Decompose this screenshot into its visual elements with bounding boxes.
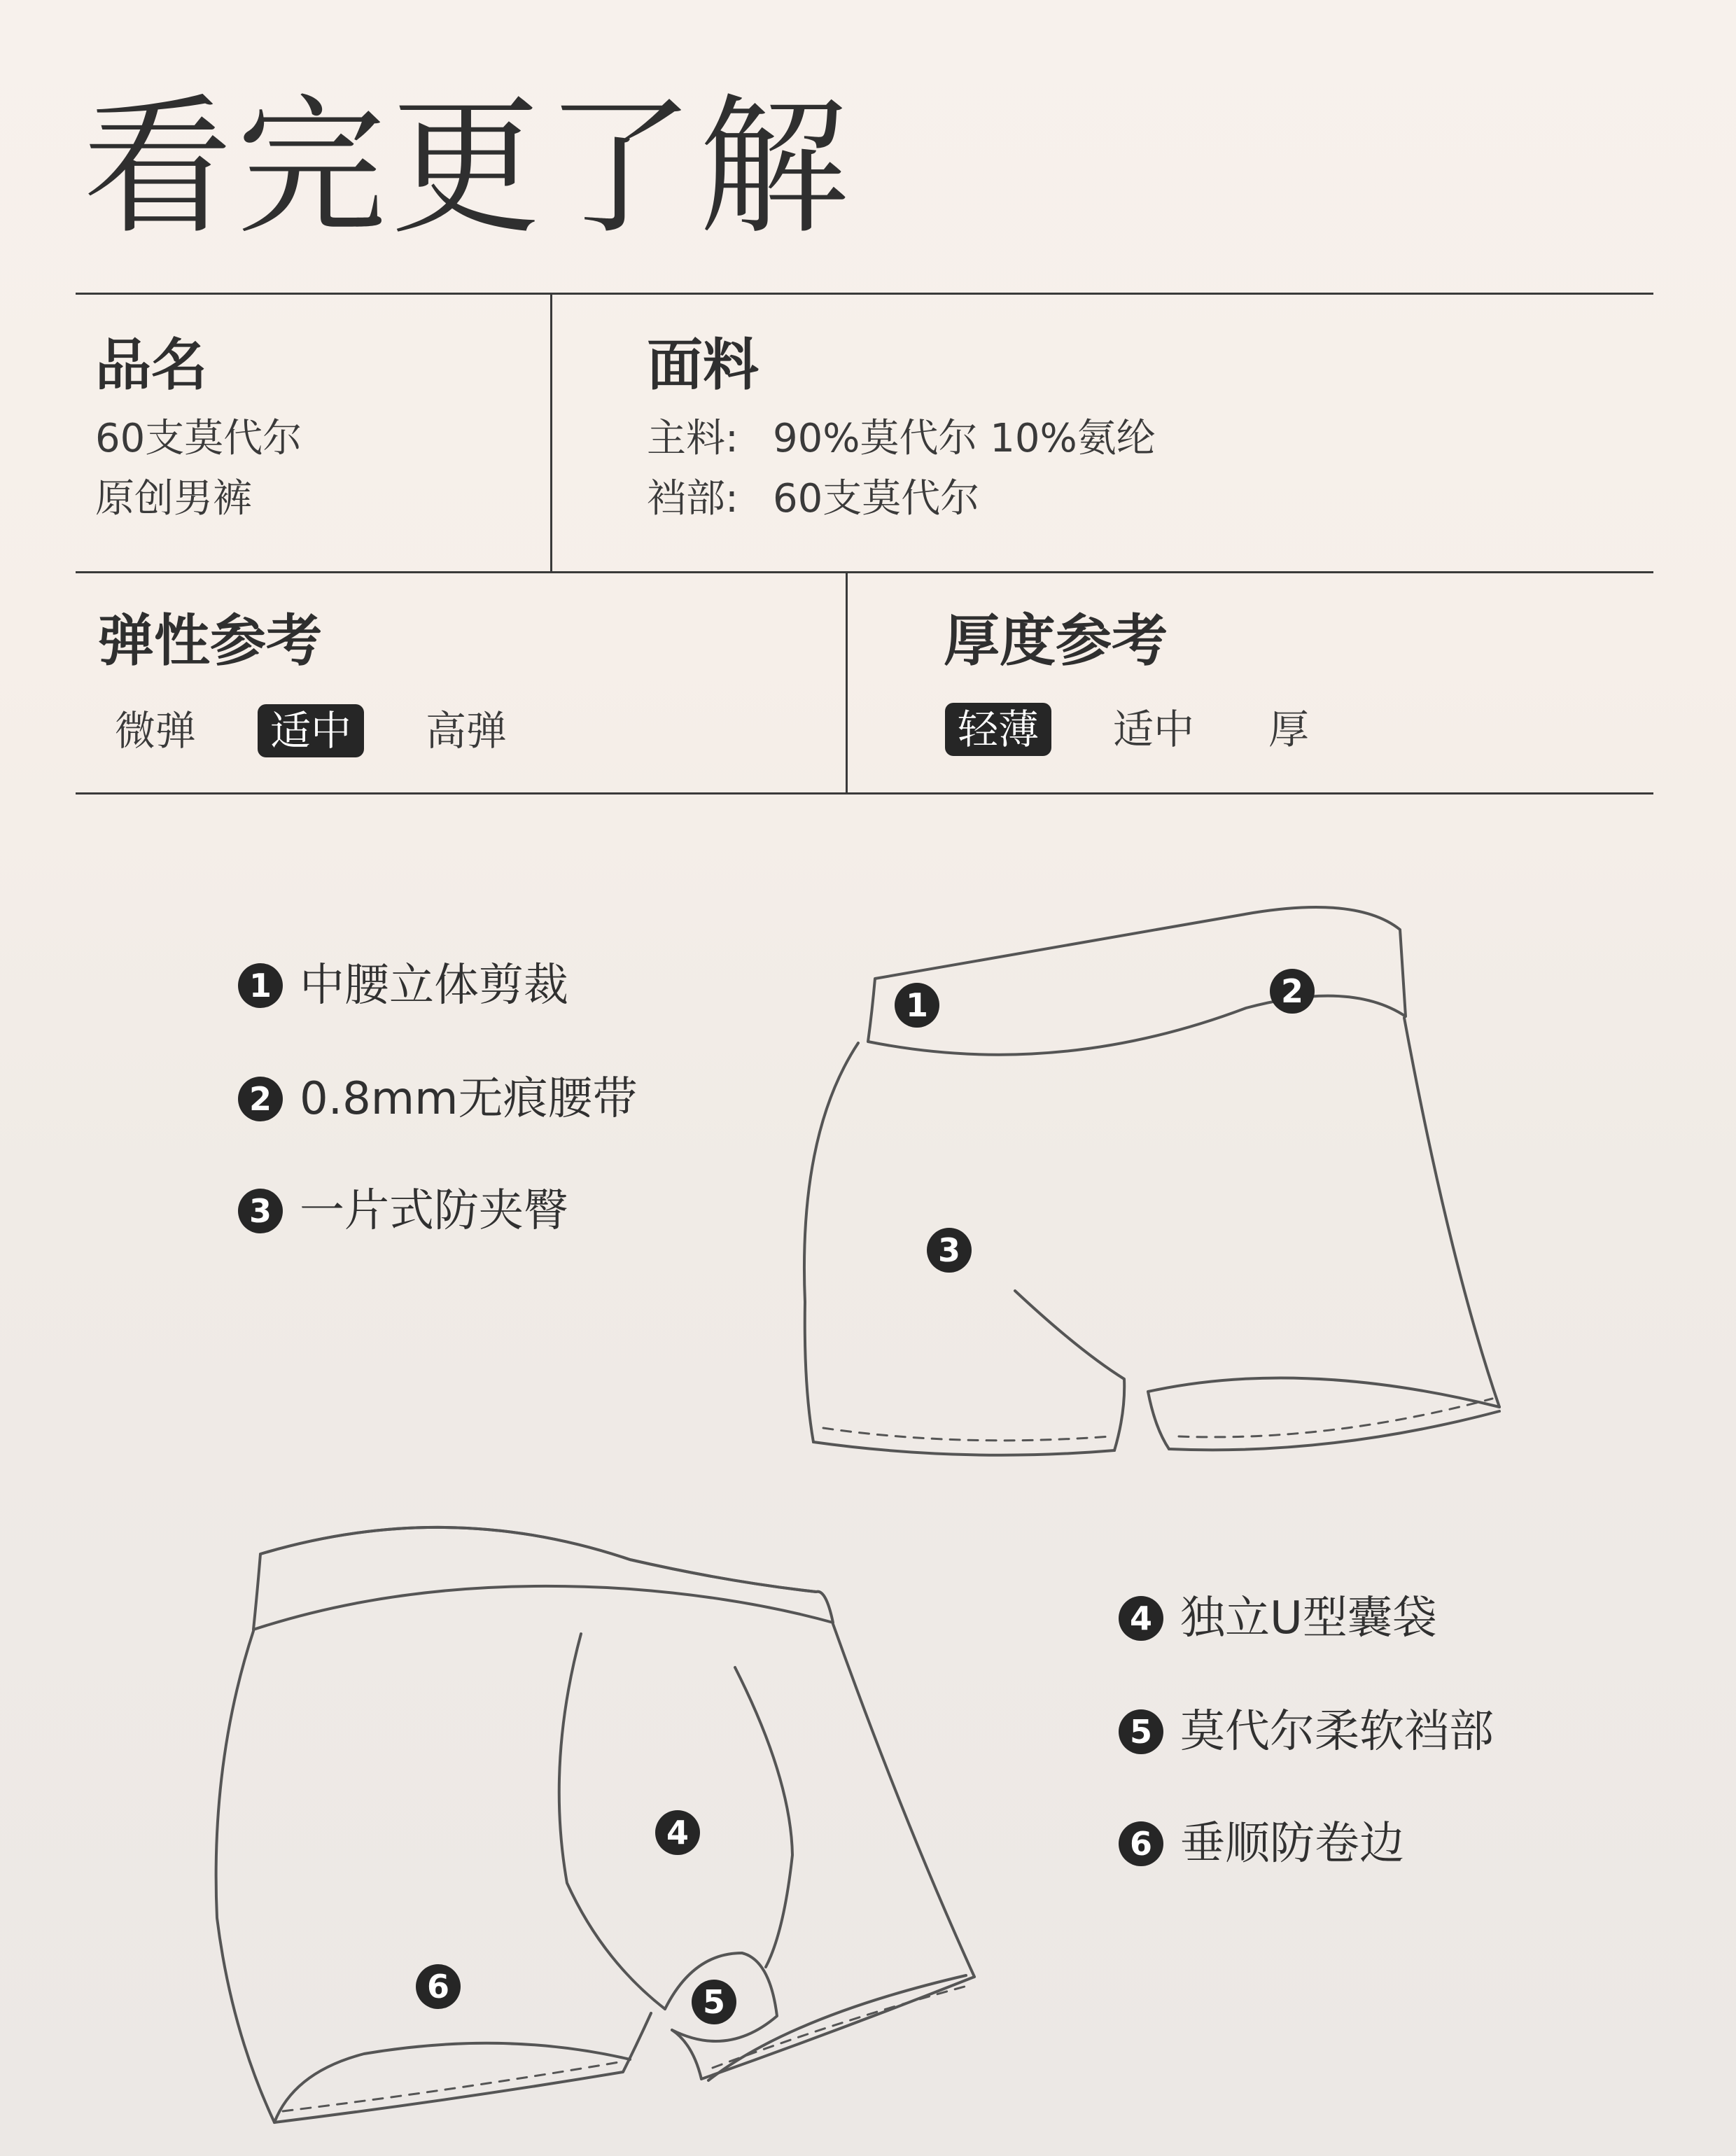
- feature-text: 0.8mm无痕腰带: [300, 1073, 638, 1125]
- feature-text: 垂顺防卷边: [1180, 1818, 1404, 1870]
- elasticity-option: 高弹: [426, 707, 507, 755]
- figure-marker-3-icon: 3: [927, 1228, 972, 1273]
- product-name-heading: 品名: [95, 332, 207, 398]
- figure-marker-4-icon: 4: [655, 1810, 700, 1855]
- elasticity-option: 微弹: [115, 707, 197, 755]
- fabric-row-label: 主料:: [647, 416, 738, 461]
- fabric-row-value: 60支莫代尔: [773, 476, 980, 522]
- feature-text: 一片式防夹臀: [300, 1185, 568, 1237]
- figure-marker-5-icon: 5: [692, 1980, 736, 2024]
- product-name-line: 原创男裤: [95, 476, 252, 522]
- number-4-icon: 4: [1119, 1596, 1163, 1641]
- number-6-icon: 6: [1119, 1821, 1163, 1866]
- page-title: 看完更了解: [83, 80, 853, 255]
- number-2-icon: 2: [238, 1077, 283, 1121]
- elasticity-option-selected: 适中: [258, 704, 364, 757]
- briefs-front-view: [216, 1527, 974, 2122]
- thickness-option-selected: 轻薄: [945, 703, 1051, 756]
- number-1-icon: 1: [238, 963, 283, 1008]
- figure-marker-2-icon: 2: [1270, 969, 1315, 1014]
- elasticity-heading: 弹性参考: [98, 608, 322, 673]
- fabric-heading: 面料: [647, 332, 759, 398]
- figure-marker-1-icon: 1: [895, 983, 939, 1028]
- thickness-heading: 厚度参考: [944, 608, 1168, 673]
- number-3-icon: 3: [238, 1189, 283, 1233]
- product-name-line: 60支莫代尔: [95, 416, 302, 461]
- fabric-row-value: 90%莫代尔 10%氨纶: [773, 416, 1156, 461]
- thickness-option: 厚: [1268, 706, 1310, 753]
- feature-text: 独立U型囊袋: [1180, 1592, 1437, 1644]
- number-5-icon: 5: [1119, 1709, 1163, 1754]
- thickness-option: 适中: [1113, 706, 1195, 753]
- feature-text: 莫代尔柔软裆部: [1180, 1706, 1494, 1758]
- fabric-row-label: 裆部:: [647, 476, 738, 522]
- feature-text: 中腰立体剪裁: [300, 960, 568, 1011]
- figure-marker-6-icon: 6: [416, 1964, 461, 2009]
